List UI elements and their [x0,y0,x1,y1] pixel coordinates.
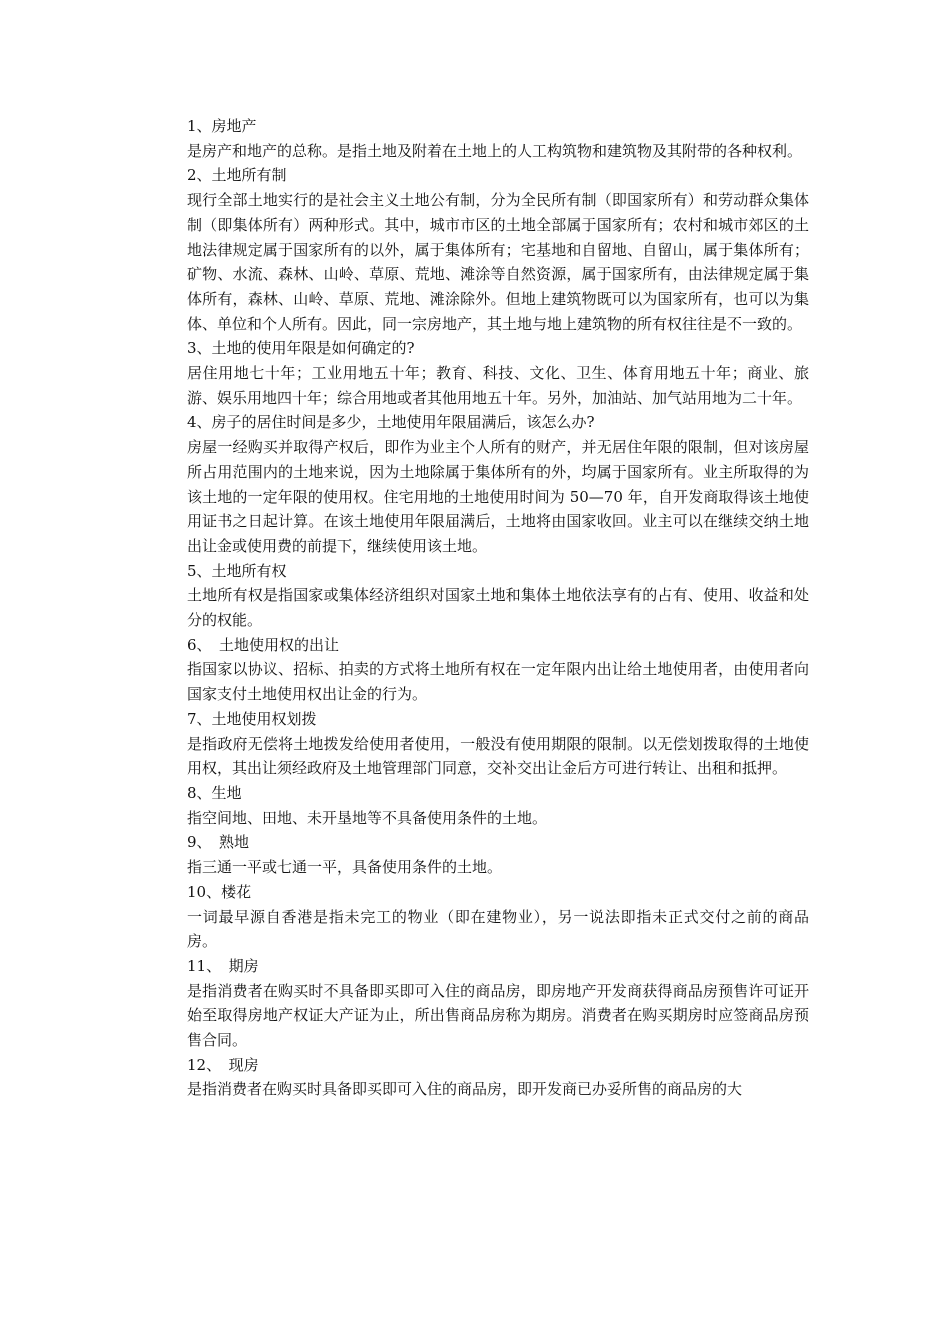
entry-1 [187,114,809,163]
entry-heading: 5、土地所有权 [187,561,287,580]
entry-5 [187,559,809,633]
entry-body: 是指消费者在购买时具备即买即可入住的商品房，即开发商已办妥所售的商品房的大 [187,1080,743,1099]
entry-body: 指三通一平或七通一平，具备使用条件的土地。 [187,858,503,877]
entry-heading: 4、房子的居住时间是多少，土地使用年限届满后，该怎么办? [187,413,595,432]
entry-heading: 7、土地使用权划拨 [187,709,317,728]
entry-heading: 3、土地的使用年限是如何确定的? [187,339,415,358]
entry-body: 指国家以协议、招标、拍卖的方式将土地所有权在一定年限内出让给土地使用者，由使用者向国家支付土地使用权出让金的行为。 [187,660,809,704]
document-page [187,114,809,1102]
entry-6 [187,633,809,707]
entry-body: 土地所有权是指国家或集体经济组织对国家土地和集体土地依法享有的占有、使用、收益和处分的权能。 [187,586,809,630]
entry-body: 指空间地、田地、未开垦地等不具备使用条件的土地。 [187,808,548,827]
entry-7 [187,707,809,781]
entry-heading: 9、 熟地 [187,833,250,852]
entry-body: 居住用地七十年；工业用地五十年；教育、科技、文化、卫生、体育用地五十年；商业、旅游、娱乐用地四十年；综合用地或者其他用地五十年。另外，加油站、加气站用地为二十年。 [187,364,809,407]
entry-heading: 6、 土地使用权的出让 [187,635,340,654]
entry-body: 一词最早源自香港是指未完工的物业（即在建物业），另一说法即指未正式交付之前的商品房。 [187,907,809,951]
entry-heading: 2、土地所有制 [187,166,287,185]
entry-9 [187,830,809,879]
entry-heading: 11、 期房 [187,956,259,975]
entry-heading: 10、楼花 [187,882,252,901]
entry-10 [187,880,809,954]
entry-2 [187,163,809,336]
entry-4 [187,410,809,558]
entry-body: 房屋一经购买并取得产权后，即作为业主个人所有的财产，并无居住年限的限制，但对该房屋所占用范围内的土地来说，因为土地除属于集体所有的外，均属于国家所有。业主所取得的为该土地的一定年限的使用权。住宅用地的土地使用时间为 50—70 年，自开发商取得该土地使用证书之日起计算。在该土地使用年限届满后，土地将由国家收回。业主可以在继续交纳土地出让金或使用费的前提下，继续使用该土地。 [187,438,809,555]
entry-12 [187,1053,809,1102]
entry-heading: 1、房地产 [187,117,257,135]
entry-3 [187,336,809,410]
entry-heading: 12、 现房 [187,1055,259,1074]
entry-heading: 8、生地 [187,783,242,802]
entry-8 [187,781,809,830]
entry-11 [187,954,809,1053]
entry-body: 是指消费者在购买时不具备即买即可入住的商品房，即房地产开发商获得商品房预售许可证开始至取得房地产权证大产证为止，所出售商品房称为期房。消费者在购买期房时应签商品房预售合同。 [187,981,809,1050]
entry-body: 现行全部土地实行的是社会主义土地公有制，分为全民所有制（即国家所有）和劳动群众集体制（即集体所有）两种形式。其中，城市市区的土地全部属于国家所有；农村和城市郊区的土地法律规定属于国家所有的以外，属于集体所有；宅基地和自留地、自留山，属于集体所有；矿物、水流、森林、山岭、草原、荒地、滩涂等自然资源，属于国家所有，由法律规定属于集体所有，森林、山岭、草原、荒地、滩涂除外。但地上建筑物既可以为国家所有，也可以为集体、单位和个人所有。因此，同一宗房地产，其土地与地上建筑物的所有权往往是不一致的。 [187,191,809,333]
entry-body: 是指政府无偿将土地拨发给使用者使用，一般没有使用期限的限制。以无偿划拨取得的土地使用权，其出让须经政府及土地管理部门同意，交补交出让金后方可进行转让、出租和抵押。 [187,734,809,778]
entry-body: 是房产和地产的总称。是指土地及附着在土地上的人工构筑物和建筑物及其附带的各种权利。 [187,141,803,160]
